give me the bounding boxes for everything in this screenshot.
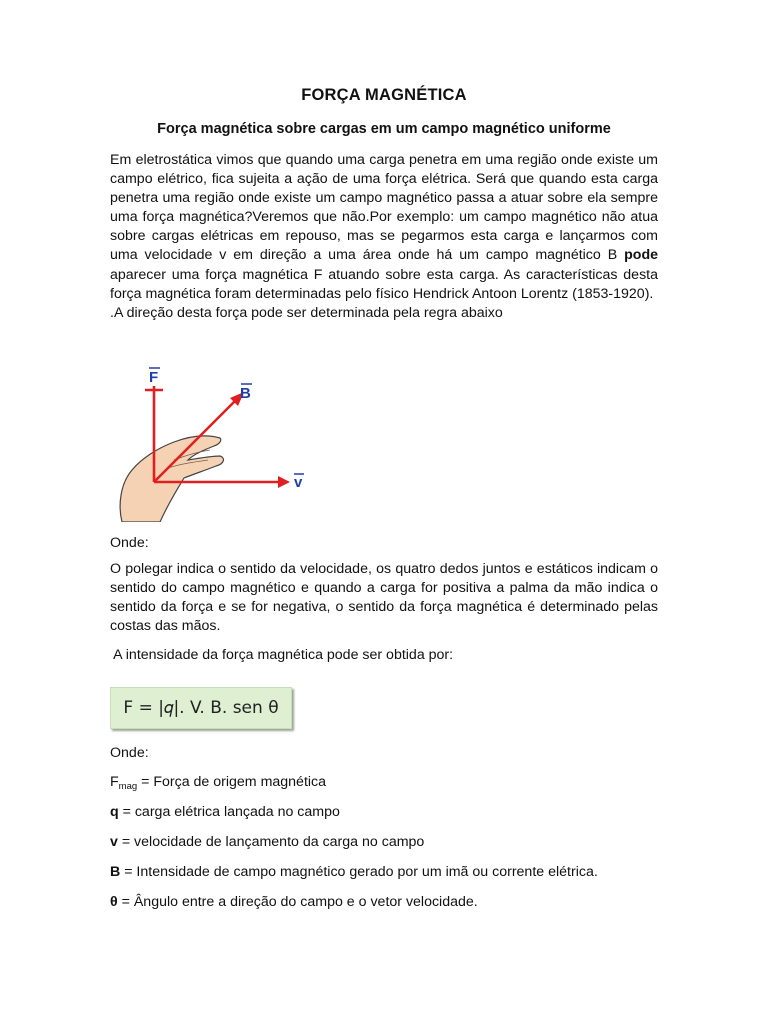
definition-b xyxy=(110,863,670,882)
definition-text: = Intensidade de campo magnético gerado por um imã ou corrente elétrica. xyxy=(120,864,598,880)
definition-subscript: mag xyxy=(118,781,138,792)
where-label-1: Onde: xyxy=(110,535,149,551)
formula-box: F = |𝑞|. V. B. sen θ xyxy=(110,687,292,729)
rule-explanation-paragraph: O polegar indica o sentido da velocidade, os quatro dedos juntos e estáticos indicam o sentido do campo magnético e quando a carga for positiva a palma da mão indica o sentido da força e se for negativa, o sentido da força magnética é determinado pelas costas das mãos. xyxy=(110,561,658,635)
intensity-intro-paragraph: A intensidade da força magnética pode ser obtida por: xyxy=(110,647,454,663)
hand-illustration xyxy=(120,436,223,522)
rule-intro-paragraph: .A direção desta força pode ser determinada pela regra abaixo xyxy=(110,305,503,321)
definition-symbol: θ xyxy=(110,894,118,910)
definition-theta xyxy=(110,893,670,912)
velocity-label: v xyxy=(294,474,303,491)
page-title: FORÇA MAGNÉTICA xyxy=(301,86,467,104)
definition-text: = velocidade de lançamento da carga no campo xyxy=(117,834,425,850)
section-subtitle: Força magnética sobre cargas em um campo magnético uniforme xyxy=(157,121,611,137)
definition-text: = Ângulo entre a direção do campo e o vetor velocidade. xyxy=(117,894,478,910)
definition-q xyxy=(110,803,670,822)
force-label: F xyxy=(149,369,159,386)
intro-paragraph xyxy=(110,151,658,304)
definition-symbol: B xyxy=(110,864,121,880)
intro-text-end: aparecer uma força magnética F atuando sobre esta carga. As características desta força magnética foram determinadas pelo físico Hendrick Antoon Lorentz (1853-1920). xyxy=(110,266,658,302)
velocity-arrow-head xyxy=(278,476,290,488)
intro-text-start: Em eletrostática vimos que quando uma carga penetra em uma região onde existe um campo elétrico, fica sujeita a ação de uma força elétrica. Será que quando esta carga penetra uma região onde existe um campo magnético passa a atuar sobre ela sempre uma força magnética?Veremos que não.Por exemplo: um campo magnético não atua sobre cargas elétricas em repouso, mas se pegarmos esta carga e lançarmos com uma velocidade v em direção a uma área onde há um campo magnético B xyxy=(110,152,658,264)
intro-bold-word: pode xyxy=(624,247,658,264)
definition-text: = Força de origem magnética xyxy=(137,774,327,790)
where-label-2: Onde: xyxy=(110,745,149,761)
definition-symbol: v xyxy=(110,834,118,850)
definition-text: = carga elétrica lançada no campo xyxy=(118,804,340,820)
definition-v xyxy=(110,833,670,852)
field-label: B xyxy=(240,385,251,402)
definition-symbol: F xyxy=(110,774,119,790)
definition-symbol: q xyxy=(110,804,119,820)
definition-fmag xyxy=(110,773,670,793)
right-hand-rule-figure xyxy=(108,356,318,522)
